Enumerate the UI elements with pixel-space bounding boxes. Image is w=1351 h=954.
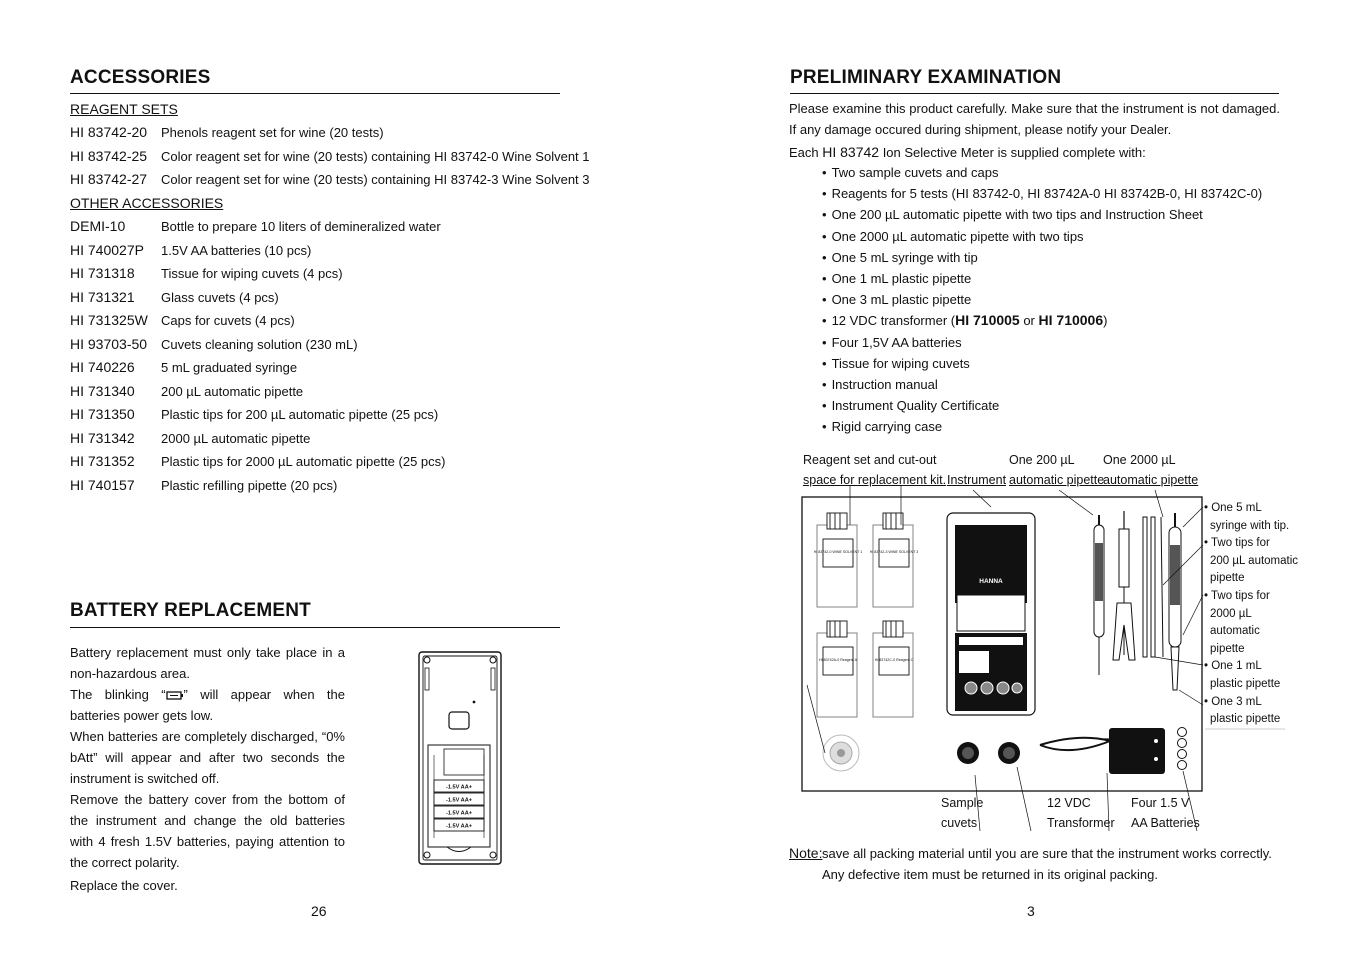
accessory-description: Bottle to prepare 10 liters of demineralized water — [161, 219, 441, 234]
brand-logo: HANNA — [979, 578, 1003, 585]
battery-paragraph-2: The blinking “ ” will appear when the batteries power gets low. — [70, 687, 345, 723]
accessory-code: HI 740157 — [70, 476, 135, 493]
accessory-description: Caps for cuvets (4 pcs) — [161, 313, 295, 328]
side-label-line: plastic pipette — [1210, 713, 1281, 726]
svg-text:HI 83742A-0 Reagent A: HI 83742A-0 Reagent A — [819, 658, 857, 662]
battery-paragraph-5: Replace the cover. — [70, 878, 178, 893]
accessory-code: HI 83742-20 — [70, 124, 148, 140]
list-item: • Two sample cuvets and caps — [822, 162, 1262, 183]
note-text: save all packing material until you are sure that the instrument works correctly. Any defective item must be returned in its original packing. — [822, 846, 1272, 882]
model-code: HI 83742 — [822, 144, 880, 160]
accessory-description: 5 mL graduated syringe — [161, 360, 298, 375]
list-item: • One 3 mL plastic pipette — [822, 289, 1262, 310]
list-item: • Rigid carrying case — [822, 416, 1262, 437]
list-item: • One 200 µL automatic pipette with two tips and Instruction Sheet — [822, 204, 1262, 225]
accessory-description: Plastic tips for 200 µL automatic pipette (25 pcs) — [161, 407, 439, 422]
left-page-number: 26 — [311, 903, 327, 919]
accessory-code: HI 731340 — [70, 382, 135, 399]
side-label-line: • Two tips for — [1204, 589, 1270, 602]
list-item: • Instrument Quality Certificate — [822, 395, 1262, 416]
side-label-line: • Two tips for — [1204, 537, 1270, 550]
intro-paragraph: Please examine this product carefully. Make sure that the instrument is not damaged. If any damage occured during shipment, please notify your Dealer. — [789, 101, 1280, 137]
reagent-set-label: Reagent set and cut-out space for replacement kit. — [803, 453, 947, 487]
accessory-code: HI 731325W — [70, 312, 148, 328]
battery-replacement-title: BATTERY REPLACEMENT — [70, 600, 311, 621]
supplied-with-line: Each HI 83742 Ion Selective Meter is supplied complete with: — [789, 144, 1146, 160]
accessory-code: DEMI-10 — [70, 218, 126, 234]
list-item: • One 5 mL syringe with tip — [822, 247, 1262, 268]
pipette-2000-label: One 2000 µL automatic pipette — [1103, 453, 1199, 487]
accessory-code: HI 731342 — [70, 429, 135, 446]
accessory-description: 2000 µL automatic pipette — [161, 430, 311, 446]
accessory-description: Glass cuvets (4 pcs) — [161, 289, 279, 305]
right-page-number: 3 — [1027, 903, 1035, 919]
other-accessories-heading: OTHER ACCESSORIES — [70, 195, 224, 211]
accessory-code: HI 731350 — [70, 406, 135, 422]
accessory-code: HI 740226 — [70, 359, 135, 375]
battery-paragraph-4: Remove the battery cover from the bottom of the instrument and change the old batteries with 4 fresh 1.5V batteries, paying attention to the correct polarity. — [70, 792, 345, 870]
list-item: • 12 VDC transformer (HI 710005 or HI 710006) — [822, 310, 1262, 331]
kit-contents-diagram — [795, 485, 1295, 835]
list-item: • One 1 mL plastic pipette — [822, 268, 1262, 289]
batteries-label: Four 1.5 V AA Batteries — [1131, 796, 1200, 830]
accessory-code: HI 93703-50 — [70, 335, 148, 352]
list-item: • Instruction manual — [822, 374, 1262, 395]
note-label: Note: — [789, 845, 823, 861]
battery-label-3: -1.5V AA+ — [445, 810, 473, 817]
preliminary-rule — [790, 93, 1279, 94]
side-label-line: pipette — [1210, 572, 1245, 585]
side-label-line: • One 5 mL — [1204, 502, 1262, 514]
svg-text:HI 83742C-0 Reagent C: HI 83742C-0 Reagent C — [874, 658, 914, 662]
accessories-rule — [70, 93, 560, 94]
accessory-code: HI 740027P — [70, 241, 144, 258]
transformer-label: 12 VDC Transformer — [1047, 796, 1115, 830]
accessory-description: Phenols reagent set for wine (20 tests) — [161, 125, 384, 140]
accessory-description: Plastic tips for 2000 µL automatic pipette (25 pcs) — [161, 454, 446, 469]
note-block — [789, 843, 1281, 885]
side-label-line: • One 3 mL — [1204, 695, 1262, 708]
battery-label-1: -1.5V AA+ — [445, 784, 473, 791]
list-item: • Four 1,5V AA batteries — [822, 332, 1262, 353]
battery-label-4: -1.5V AA+ — [445, 823, 473, 830]
battery-label-2: -1.5V AA+ — [445, 797, 473, 804]
accessory-description: 200 µL automatic pipette — [161, 383, 304, 399]
battery-paragraph-1: Battery replacement must only take place in a non-hazardous area. — [70, 645, 345, 681]
battery-paragraph-3: When batteries are completely discharged, “0% bAtt” will appear and after two seconds the instrument is switched off. — [70, 729, 345, 786]
pipette-200-label: One 200 µL automatic pipette — [1009, 453, 1105, 487]
side-label-line: • One 1 mL — [1204, 660, 1262, 673]
meter-back-illustration — [414, 650, 506, 868]
side-label-line: plastic pipette — [1210, 677, 1281, 690]
accessory-code: HI 83742-27 — [70, 171, 148, 187]
preliminary-examination-title: PRELIMINARY EXAMINATION — [790, 67, 1062, 88]
accessory-code: HI 731321 — [70, 288, 135, 305]
battery-text — [70, 642, 345, 896]
accessory-description: Cuvets cleaning solution (230 mL) — [161, 336, 358, 352]
svg-text:HI 83742-3 WINE SOLVENT 3: HI 83742-3 WINE SOLVENT 3 — [869, 550, 919, 554]
list-item: • Tissue for wiping cuvets — [822, 353, 1262, 374]
accessories-title: ACCESSORIES — [70, 67, 211, 88]
accessory-description: Color reagent set for wine (20 tests) containing HI 83742-3 Wine Solvent 3 — [161, 172, 590, 187]
battery-low-icon — [166, 690, 184, 700]
accessory-code: HI 731318 — [70, 265, 135, 281]
instrument-drawing — [947, 513, 1035, 715]
side-label-line: syringe with tip. — [1210, 519, 1290, 532]
list-item: • Reagents for 5 tests (HI 83742-0, HI 83742A-0 HI 83742B-0, HI 83742C-0) — [822, 183, 1262, 204]
tissue-disk — [823, 735, 859, 771]
side-label-line: 2000 µL — [1210, 607, 1252, 620]
battery-rule — [70, 627, 560, 628]
reagent-sets-heading: REAGENT SETS — [70, 101, 178, 117]
accessory-description: Color reagent set for wine (20 tests) containing HI 83742-0 Wine Solvent 1 — [161, 148, 590, 164]
svg-text:HI 83742-0 WINE SOLVENT 1: HI 83742-0 WINE SOLVENT 1 — [813, 550, 863, 554]
side-label-line: 200 µL automatic — [1210, 554, 1299, 567]
accessory-description: 1.5V AA batteries (10 pcs) — [161, 242, 312, 258]
supplied-items-list — [822, 162, 1262, 437]
instrument-label: Instrument — [947, 473, 1007, 487]
accessory-code: HI 731352 — [70, 453, 135, 469]
side-label-line: automatic — [1210, 625, 1260, 638]
accessory-description: Tissue for wiping cuvets (4 pcs) — [161, 266, 343, 281]
sample-cuvets-label: Sample cuvets — [941, 796, 984, 830]
accessory-code: HI 83742-25 — [70, 147, 148, 164]
side-label-line: pipette — [1210, 642, 1245, 655]
accessory-description: Plastic refilling pipette (20 pcs) — [161, 477, 338, 493]
list-item: • One 2000 µL automatic pipette with two tips — [822, 226, 1262, 247]
